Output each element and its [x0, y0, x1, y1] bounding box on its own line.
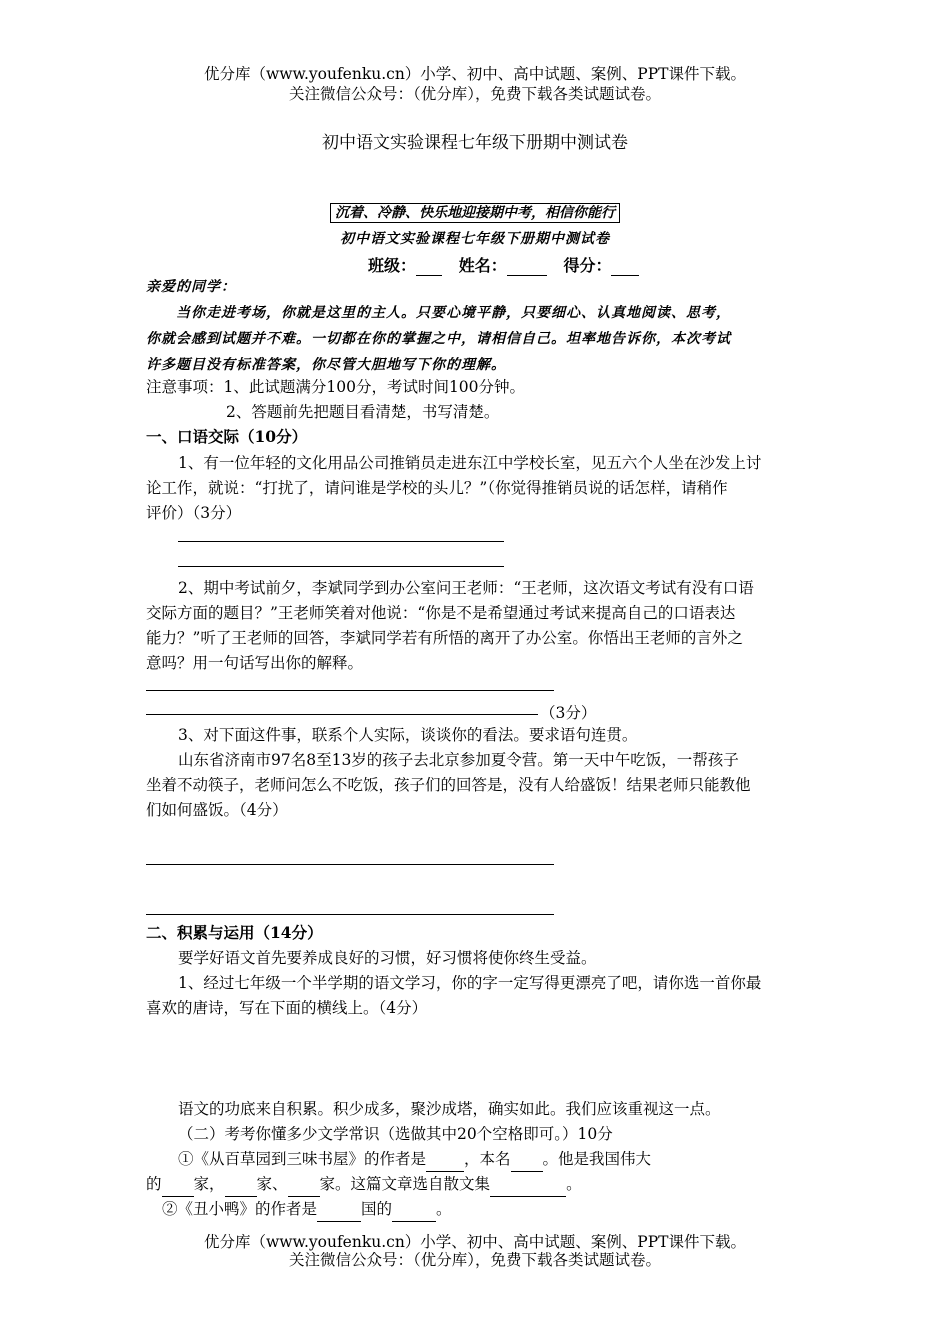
sub-title: 初中语文实验课程七年级下册期中测试卷 [340, 231, 610, 247]
site-header-line1: 优分库（www.youfenku.cn）小学、初中、高中试题、案例、PPT课件下载。 [203, 65, 747, 83]
q2-line1: 2、期中考试前夕，李斌同学到办公室问王老师：“王老师，这次语文考试有没有口语 [178, 579, 754, 597]
item1-text-d: 的 [146, 1175, 162, 1193]
q2-line2: 交际方面的题目？”王老师笑着对他说：“你是不是希望通过考试来提高自己的口语表达 [146, 604, 736, 622]
name-label: 姓名： [458, 256, 507, 275]
item1-collection-blank[interactable] [490, 1178, 566, 1197]
item2-text-a: ②《丑小鸭》的作者是 [162, 1200, 318, 1218]
greeting-line2: 你就会感到试题并不难。一切都在你的掌握之中，请相信自己。坦率地告诉你，本次考试 [146, 331, 731, 347]
item1-title2-blank[interactable] [225, 1178, 257, 1197]
site-header-line2: 关注微信公众号：（优分库），免费下载各类试题试卷。 [288, 85, 661, 103]
greeting-salutation: 亲爱的同学： [146, 279, 236, 295]
q2-line4: 意吗？用一句话写出你的解释。 [146, 654, 364, 672]
item1-text-a: ①《从百草园到三味书屋》的作者是 [178, 1150, 427, 1168]
class-field[interactable] [416, 257, 442, 276]
item1-author-blank[interactable] [426, 1153, 464, 1172]
q1-line1: 1、有一位年轻的文化用品公司推销员走进东江中学校长室，见五六个人坐在沙发上讨 [178, 454, 762, 472]
item1-text-h: 。 [566, 1175, 582, 1193]
accumulation-text: 语文的功底来自积累。积少成多，聚沙成塔，确实如此。我们应该重视这一点。 [178, 1100, 721, 1118]
q1-answer-line1[interactable] [178, 541, 504, 542]
q3-line1: 3、对下面这件事，联系个人实际，谈谈你的看法。要求语句连贯。 [178, 726, 638, 744]
item1-line2 [146, 1171, 582, 1197]
item1-text-e: 家， [193, 1175, 225, 1193]
item1-text-g: 家。这篇文章选自散文集 [319, 1175, 491, 1193]
section2-heading: 二、积累与运用（14分） [146, 923, 323, 942]
greeting-line3: 许多题目没有标准答案，你尽管大胆地写下你的理解。 [146, 357, 506, 373]
item2-text-c: 。 [436, 1200, 452, 1218]
class-label: 班级： [368, 256, 417, 275]
q3-line3: 坐着不动筷子，老师问怎么不吃饭，孩子们的回答是，没有人给盛饭！结果老师只能教他 [146, 776, 751, 794]
notes-line2: 2、答题前先把题目看清楚，书写清楚。 [226, 403, 500, 421]
greeting-line1: 当你走进考场，你就是这里的主人。只要心境平静，只要细心、认真地阅读、思考， [176, 305, 731, 321]
item2-text-b: 国的 [361, 1200, 393, 1218]
q2-answer-line2[interactable] [146, 714, 538, 715]
q1-answer-line2[interactable] [178, 566, 504, 567]
motto-box [0, 202, 950, 222]
s2-q1-line1: 1、经过七年级一个半学期的语文学习，你的字一定写得更漂亮了吧，请你选一首你最 [178, 974, 762, 992]
q3-line2: 山东省济南市97名8至13岁的孩子去北京参加夏令营。第一天中午吃饭，一帮孩子 [178, 751, 739, 769]
section2-intro: 要学好语文首先要养成良好的习惯，好习惯将使你终生受益。 [178, 949, 597, 967]
q3-answer-line2[interactable] [146, 914, 554, 915]
q1-line3: 评价）（3分） [146, 504, 242, 522]
score-field[interactable] [611, 257, 639, 276]
item2-line [162, 1196, 452, 1222]
info-line [368, 253, 639, 276]
site-footer-line2: 关注微信公众号：（优分库），免费下载各类试题试卷。 [288, 1251, 661, 1269]
q1-line2: 论工作，就说：“打扰了，请问谁是学校的头儿？”（你觉得推销员说的话怎样，请稍作 [146, 479, 728, 497]
item1-realname-blank[interactable] [511, 1153, 543, 1172]
section1-heading: 一、口语交际（10分） [146, 427, 308, 446]
motto-text: 沉着、冷静、快乐地迎接期中考，相信你能行 [330, 203, 620, 223]
item1-title1-blank[interactable] [162, 1178, 194, 1197]
score-label: 得分： [563, 256, 612, 275]
item1-text-c: 。他是我国伟大 [542, 1150, 652, 1168]
item2-country-blank[interactable] [317, 1203, 361, 1222]
site-footer-line1: 优分库（www.youfenku.cn）小学、初中、高中试题、案例、PPT课件下载。 [203, 1233, 747, 1251]
name-field[interactable] [507, 257, 547, 276]
q2-score: （3分） [540, 704, 597, 722]
item1-title3-blank[interactable] [288, 1178, 320, 1197]
part2-heading: （二）考考你懂多少文学常识（选做其中20个空格即可。）10分 [178, 1125, 613, 1143]
item1-text-f: 家、 [256, 1175, 288, 1193]
notes-line1: 注意事项：1、此试题满分100分，考试时间100分钟。 [146, 378, 526, 396]
item1-text-b: ，本名 [464, 1150, 511, 1168]
q3-line4: 们如何盛饭。（4分） [146, 801, 288, 819]
q3-answer-line1[interactable] [146, 864, 554, 865]
item1-line1 [178, 1146, 651, 1172]
q2-answer-line1[interactable] [146, 690, 554, 691]
document-title: 初中语文实验课程七年级下册期中测试卷 [322, 133, 628, 153]
item2-author-blank[interactable] [392, 1203, 436, 1222]
q2-line3: 能力？”听了王老师的回答，李斌同学若有所悟的离开了办公室。你悟出王老师的言外之 [146, 629, 743, 647]
s2-q1-line2: 喜欢的唐诗，写在下面的横线上。（4分） [146, 999, 428, 1017]
